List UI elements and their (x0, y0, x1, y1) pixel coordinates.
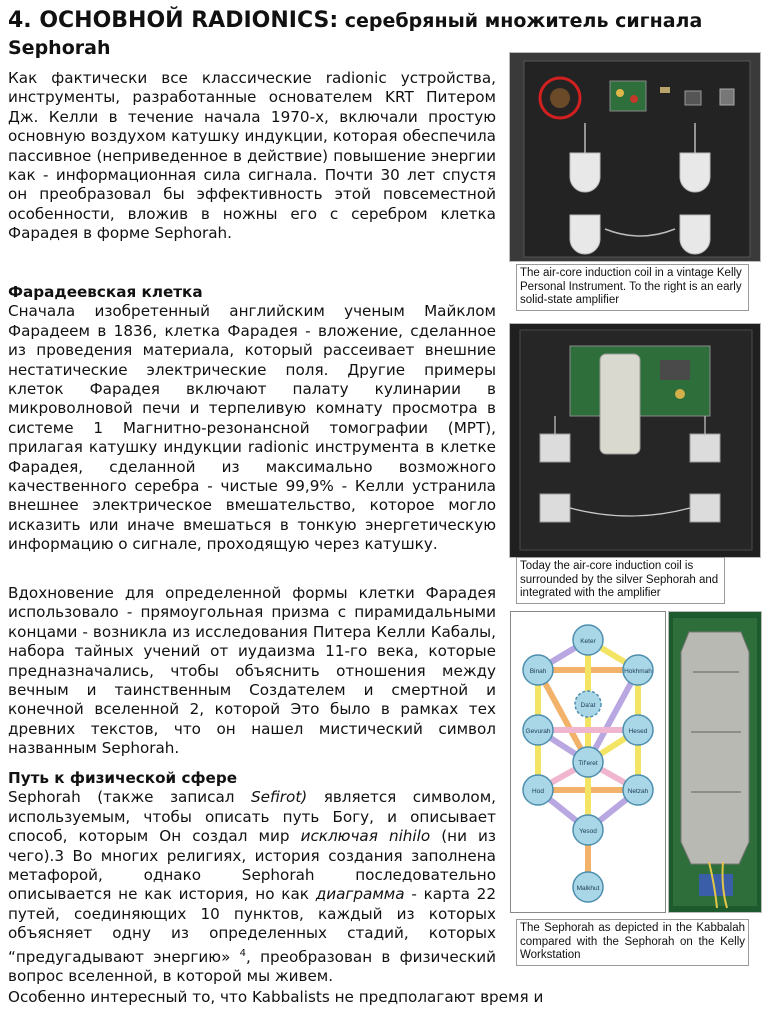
caption-fig1: The air-core induction coil in a vintage Kelly Personal Instrument. To the right is an early solid-state amplifier (516, 264, 749, 311)
section-path (8, 769, 496, 987)
tree-node-label: Tif'eret (578, 760, 598, 767)
path-text-2-italic: исключая nihilo (300, 827, 431, 846)
tree-node-label: Yesod (579, 828, 597, 835)
caption-fig3: The Sephorah as depicted in the Kabbalah compared with the Sephorah on the Kelly Workstation (516, 919, 749, 966)
tree-node-label: Da'at (580, 702, 596, 709)
photo-workstation-sephorah (668, 611, 762, 913)
path-text-3-italic: диаграмма (315, 885, 405, 904)
section-faraday-body: Сначала изобретенный английским ученым Майклом Фарадеем в 1836, клетка Фарадея - вложение, сделанное из проведения материала, который рассеивает внешние нестатические электрические поля. Другие примеры клеток Фарадея включают палату кулинарии в микроволновой печи и терпеливую комнату просмотра в системе 1 Магнитно-резонансной томографии (МРТ), прилагая катушку индукции radionic инструмента в клетке Фарадея, сделанной из максимально возможного качественного серебра - чистые 99,9% - Келли устранила внешнее электрическое вмешательство, которое могло исказить или иначе вмешаться в тонкую энергетическую информацию о сигнале, проходящую через катушку. (8, 302, 496, 554)
intro-text: Как фактически все классические radionic устройства, инструменты, разработанные основателем KRT Питером Дж. Келли в течение начала 1970-х, включали простую основную воздухом катушку индукции, которая обеспечила пассивное (неприведенное в действие) повышение энергии как - информационная сила сигнала. Почти 30 лет спустя он преобразовал бы эффективность этой повсеместной особенности, вложив в ножны его с серебром клетка Фарадея в форме Sephorah. (8, 69, 496, 243)
path-text-1: Sephorah (также записал (8, 788, 251, 807)
tree-node-label: Hesed (628, 728, 648, 735)
tree-node (575, 691, 601, 717)
tree-node-label: Hod (532, 788, 544, 795)
tree-node (523, 655, 553, 685)
section-path-body (8, 788, 496, 986)
tree-node (623, 655, 653, 685)
workstation-sephorah-image (669, 612, 761, 912)
closing-line (8, 988, 760, 1007)
tree-node (523, 715, 553, 745)
path-text-4: - карта 22 путей, соединяющих 10 пунктов, каждый из которых объясняет одну из определенных стадий, которых “предугадывают энергию» (8, 885, 496, 966)
caption-fig2: Today the air-core induction coil is surrounded by the silver Sephorah and integrated with the amplifier (516, 557, 725, 604)
tree-node (623, 775, 653, 805)
intro-paragraph (8, 69, 496, 244)
path-text-2: является символом, используемым, чтобы описать путь Богу, и описывает способ, которым Он создал мир (8, 788, 496, 846)
tree-node-label: Malkhut (576, 885, 600, 892)
inspiration-text: Вдохновение для определенной формы клетки Фарадея использовало - прямоугольная призма с пирамидальными концами - возникла из исследования Питера Келли Кабалы, набора тайных учений от иудаизма 11-го века, которые предназначались, чтобы объяснить отношения между вечным и таинственным Создателем и смертной и конечной вселенной 2, которой Это было в рамках тех древних текстов, что он нашел мистический символ названным Sephorah. (8, 584, 496, 758)
path-text-5: , преобразован в физический вопрос вселенной, в которой мы живем. (8, 947, 496, 986)
tree-node (573, 625, 603, 655)
path-text-1-italic: Sefirot) (251, 788, 308, 807)
photo-modern-instrument (509, 323, 761, 558)
tree-node-label: Gevurah (525, 728, 551, 735)
inspiration-paragraph (8, 584, 496, 759)
tree-node (573, 747, 603, 777)
tree-node (573, 815, 603, 845)
section-faraday (8, 283, 496, 555)
footnote-ref: 4 (239, 947, 246, 959)
tree-of-life-diagram (510, 611, 666, 913)
section-faraday-heading: Фарадеевская клетка (8, 283, 203, 301)
photo-vintage-instrument (509, 52, 761, 262)
vintage-instrument-image (510, 53, 760, 261)
closing-text: Особенно интересный то, что Kabbalists не предполагают время и (8, 988, 544, 1006)
section-path-heading: Путь к физической сфере (8, 769, 238, 787)
path-text-3: (ни из чего).3 Во многих религиях, история создания заполнена метафорой, однако Sephorah последовательно описывается не как история, но как (8, 827, 496, 904)
modern-instrument-image (510, 324, 760, 557)
tree-node-label: Binah (529, 668, 547, 675)
tree-node (573, 872, 603, 902)
title-prefix: 4. ОСНОВНОЙ RADIONICS: (8, 8, 339, 33)
tree-node (623, 715, 653, 745)
title-rest: серебряный множитель сигнала Sephorah (8, 10, 703, 59)
tree-node (523, 775, 553, 805)
tree-node-label: Hokhmah (624, 668, 652, 675)
tree-of-life-svg (511, 612, 665, 912)
tree-node-label: Netzah (627, 788, 649, 795)
tree-node-label: Keter (580, 638, 596, 645)
